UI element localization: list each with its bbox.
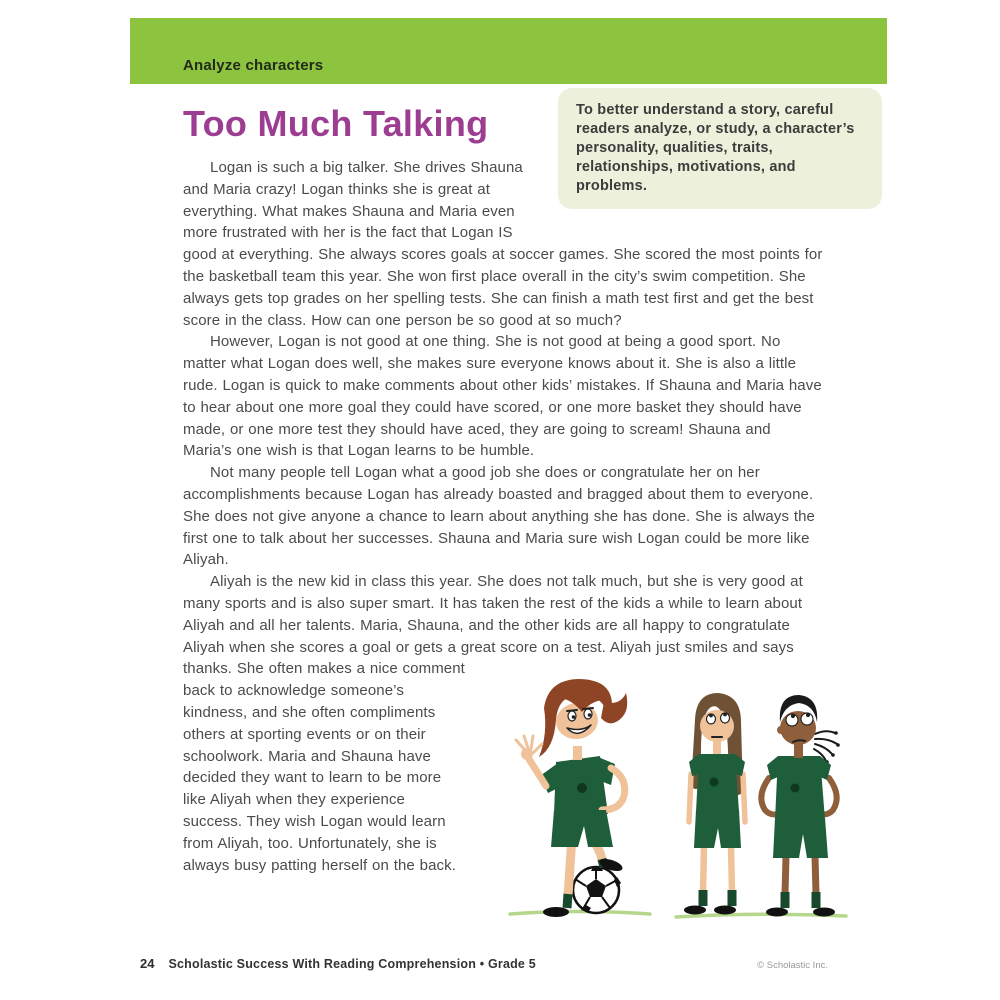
callout-text-after: , or study, a character’s personality, qualities, traits, relationships, motivations, and problems. xyxy=(576,121,855,194)
callout-wrap-spacer xyxy=(550,157,823,225)
soccer-kids-illustration xyxy=(471,664,823,922)
copyright-notice: © Scholastic Inc. xyxy=(757,960,828,971)
boy-shorts xyxy=(773,818,828,858)
annoyed-girl xyxy=(684,693,745,915)
story-paragraph-4-rest: thanks. She often makes a nice comment back to acknowledge someone’s kindness, and she often compliments others at sporting events or on their schoolwork. Maria and Shauna have decided they want to learn to be more like Aliyah when they experience success. They wish Logan would learn from Aliyah, too. Unfortunately, she is always busy patting herself on the back. xyxy=(183,660,465,874)
logan-shorts xyxy=(551,810,613,847)
page-footer xyxy=(140,956,828,971)
girl-shorts xyxy=(694,810,741,848)
page-title: Too Much Talking xyxy=(183,103,489,144)
story-paragraph-4 xyxy=(183,571,823,876)
soccer-ball xyxy=(573,867,621,913)
annoyed-boy xyxy=(761,695,839,917)
story-paragraph-3: Not many people tell Logan what a good job she does or congratulate her on her accomplishments because Logan has already boasted and bragged about them to everyone. She does not give anyone a chance to learn about anything she has done. She is always the first one to talk about her successes. Shauna and Maria sure wish Logan could be more like Aliyah. xyxy=(183,464,815,569)
story-paragraph-2: However, Logan is not good at one thing. She is not good at being a good sport. No matter what Logan does well, she makes sure everyone knows about it. She is also a little rude. Logan is quick to make comments about other kids’ mistakes. If Shauna and Maria have to hear about one more goal they could have scored, or one more basket they should have made, or one more test they should have aced, they are going to scream! Shauna and Maria’s one wish is that Logan learns to be humble. xyxy=(183,333,822,460)
callout-text-before: To better understand a story, careful readers xyxy=(576,102,834,137)
skill-tag-label: Analyze characters xyxy=(183,57,324,74)
story-paragraph-1: Logan is such a big talker. She drives Shauna and Maria crazy! Logan thinks she is great at everything. What makes Shauna and Maria even more frustrated with her is the fact that Logan IS good at everything. She always scores goals at soccer games. She scored the most points for the basketball team this year. She won first place overall in the city’s swim competition. She always gets top grades on her spelling tests. She can finish a math test first and get the best score in the class. How can one person be so good at so much? xyxy=(183,159,823,329)
book-title: Scholastic Success With Reading Comprehension • Grade 5 xyxy=(168,957,536,971)
story-text xyxy=(183,157,823,876)
header-bar xyxy=(130,18,887,84)
story-paragraph-4-first: Aliyah is the new kid in class this year. She does not talk much, but she is very good at many sports and is also super smart. It has taken the rest of the kids a while to learn about Aliyah and all her talents. Maria, Shauna, and the other kids are all happy to congratulate Aliyah when she scores a goal or gets a great score on a test. Aliyah just smiles and says xyxy=(183,573,803,656)
boy-jersey xyxy=(775,756,825,820)
callout-bold-term: analyze xyxy=(634,121,688,137)
main-content xyxy=(183,104,823,924)
page-number: 24 xyxy=(140,956,155,971)
soccer-kids-drawing xyxy=(498,664,850,922)
